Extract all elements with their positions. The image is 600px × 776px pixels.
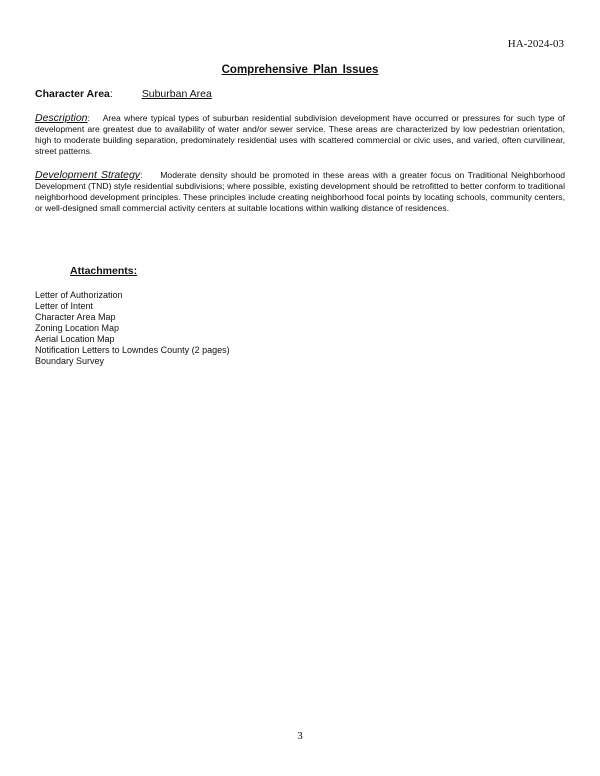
character-area-label: Character Area [35,88,110,100]
attachment-item: Letter of Authorization [35,290,123,300]
description-colon: : [87,113,90,123]
attachment-item: Notification Letters to Lowndes County (2 pages) [35,345,230,355]
character-area-colon: : [109,88,113,100]
attachment-item: Letter of Intent [35,301,94,311]
development-strategy-text: Moderate density should be promoted in these areas with a greater focus on Traditional Neighborhood Development (TND) style residential subdivisions; where possible, existing development should be retrofitted to better conform to traditional neighborhood development principles. These principles include creating neighborhood focal points by locating schools, community centers, or well-designed small commercial activity centers at suitable locations within walking distance of residences. [35,170,566,213]
page-number: 3 [297,730,303,742]
page-title: Comprehensive Plan Issues [221,64,379,76]
attachment-item: Zoning Location Map [35,323,120,333]
character-area-row [35,88,212,100]
description-label: Description [35,112,88,124]
description-text: Area where typical types of suburban residential subdivision development have occurred or pressures for such type of development are greatest due to availability of water and/or sewer service. These areas are characterized by low pedestrian orientation, high to moderate building separation, predominately residential uses with scattered commercial or civic uses, and varied, often curvilinear, street patterns. [35,113,566,156]
attachment-item: Boundary Survey [35,356,105,366]
attachment-item: Character Area Map [35,312,116,322]
development-strategy-paragraph [35,170,565,214]
description-paragraph [35,113,565,157]
attachment-item: Aerial Location Map [35,334,115,344]
attachments-heading: Attachments: [70,265,138,277]
attachments-title: Attachments [70,265,134,277]
attachments-list [35,290,230,367]
development-strategy-label: Development Strategy [35,169,141,181]
document-id: HA-2024-03 [507,38,564,50]
development-strategy-colon: : [140,170,143,180]
character-area-value: Suburban Area [141,88,212,100]
